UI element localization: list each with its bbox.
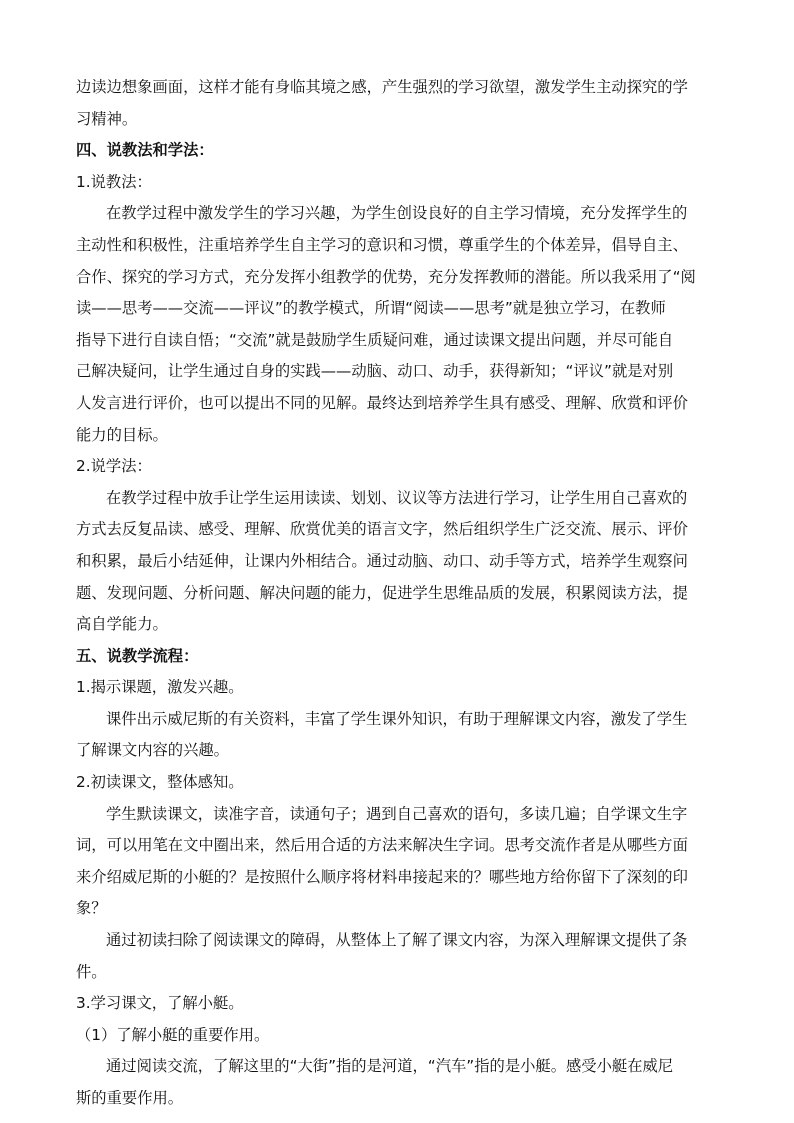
text-line: 件。	[76, 962, 107, 981]
subsection-heading: 2.说学法：	[76, 457, 152, 476]
text-line: 词，可以用笔在文中圈出来，然后用合适的方法来解决生字词。思考交流作者是从哪些方面	[76, 836, 688, 855]
text-line: 高自学能力。	[76, 615, 168, 634]
subsection-heading: 1.说教法：	[76, 172, 152, 191]
text-line: 了解课文内容的兴趣。	[76, 741, 229, 760]
text-line: 题、发现问题、分析问题、解决问题的能力，促进学生思维品质的发展，积累阅读方法，提	[76, 583, 688, 602]
text-line: 边读边想象画面，这样才能有身临其境之感，产生强烈的学习欲望，激发学生主动探究的学	[76, 78, 688, 96]
text-line: 象？	[76, 899, 107, 918]
subsection-heading: 3.学习课文，了解小艇。	[76, 994, 244, 1013]
text-line: 斯的重要作用。	[76, 1089, 184, 1107]
text-line: 习精神。	[76, 109, 138, 128]
paragraph-start: 课件出示威尼斯的有关资料，丰富了学生课外知识，有助于理解课文内容，激发了学生	[106, 709, 688, 728]
section-heading-4: 四、说教法和学法：	[76, 141, 214, 160]
paragraph-start: 在教学过程中放手让学生运用读读、划划、议议等方法进行学习，让学生用自己喜欢的	[106, 488, 688, 507]
subsection-heading: 2.初读课文，整体感知。	[76, 773, 244, 792]
text-line: 和积累，最后小结延伸，让课内外相结合。通过动脑、动口、动手等方式，培养学生观察问	[76, 551, 688, 570]
subsection-heading: 1.揭示课题，激发兴趣。	[76, 678, 244, 697]
text-line: 人发言进行评价，也可以提出不同的见解。最终达到培养学生具有感受、理解、欣赏和评价	[76, 393, 688, 412]
section-heading-5: 五、说教学流程：	[76, 646, 199, 665]
list-item-heading: （1）了解小艇的重要作用。	[76, 1025, 270, 1044]
text-line: 读——思考——交流——评议”的教学模式，所谓“阅读——思考”就是独立学习，在教师	[76, 299, 666, 318]
paragraph-start: 通过阅读交流，了解这里的“大街”指的是河道，“汽车”指的是小艇。感受小艇在威尼	[106, 1057, 674, 1076]
paragraph-start: 学生默读课文，读准字音，读通句子；遇到自己喜欢的语句，多读几遍；自学课文生字	[106, 804, 688, 823]
text-line: 能力的目标。	[76, 425, 168, 444]
text-line: 方式去反复品读、感受、理解、欣赏优美的语言文字，然后组织学生广泛交流、展示、评价	[76, 520, 688, 539]
text-line: 主动性和积极性，注重培养学生自主学习的意识和习惯，尊重学生的个体差异，倡导自主、	[76, 235, 688, 254]
text-line: 合作、探究的学习方式，充分发挥小组教学的优势，充分发挥教师的潜能。所以我采用了“阅	[76, 267, 696, 286]
document-page	[76, 72, 718, 1115]
text-line: 己解决疑问，让学生通过自身的实践——动脑、动口、动手，获得新知；“评议”就是对别	[76, 362, 674, 381]
paragraph-start: 在教学过程中激发学生的学习兴趣，为学生创设良好的自主学习情境，充分发挥学生的	[106, 204, 688, 223]
paragraph-start: 通过初读扫除了阅读课文的障碍，从整体上了解了课文内容，为深入理解课文提供了条	[106, 931, 688, 950]
text-line: 来介绍威尼斯的小艇的？是按照什么顺序将材料串接起来的？哪些地方给你留下了深刻的印	[76, 867, 688, 886]
text-line: 指导下进行自读自悟；“交流”就是鼓励学生质疑问难，通过读课文提出问题，并尽可能自	[76, 330, 674, 349]
